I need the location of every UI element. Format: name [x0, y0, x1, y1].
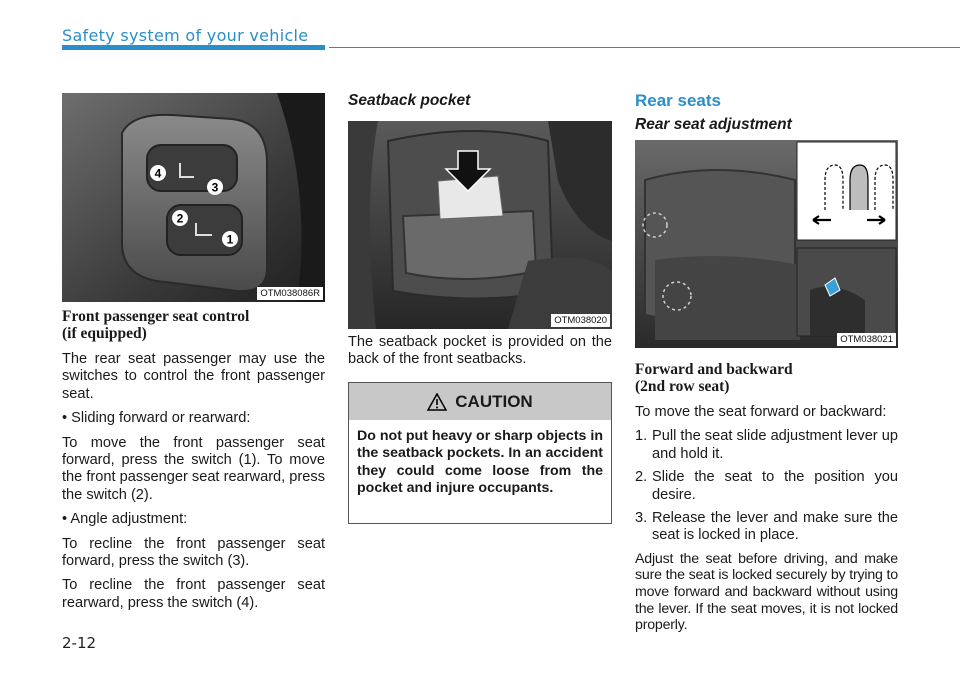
bullet-sliding: • Sliding forward or rearward: — [62, 410, 251, 427]
seatback-pocket-paragraph: The seatback pocket is provided on the back of the front seatbacks. — [348, 334, 612, 368]
step-text: Release the lever and make sure the seat is locked in place. — [652, 510, 898, 544]
caution-box — [348, 382, 612, 524]
callout-4: 4 — [154, 166, 162, 181]
middle-column-body — [348, 334, 612, 376]
rear-note-paragraph: Adjust the seat before driving, and make sure the seat is locked securely by trying to move forward and backward without using the lever. If the seat moves, it is not locked properly. — [635, 550, 898, 634]
callout-2: 2 — [176, 211, 184, 226]
heading-line-1: Front passenger seat control — [62, 308, 250, 325]
seatback-pocket-figure — [348, 121, 612, 329]
section-title: Safety system of your vehicle — [62, 26, 309, 45]
step-number: 3. — [635, 510, 648, 527]
middle-column-heading — [348, 92, 612, 109]
callout-badge-3 — [207, 179, 223, 195]
warning-triangle-icon — [427, 393, 447, 411]
heading-line-2: (if equipped) — [62, 325, 147, 342]
step-item — [635, 428, 898, 463]
sliding-paragraph: To move the front passenger seat forward, press the switch (1). To move the front passenger seat rearward, press the switch (2). — [62, 434, 325, 503]
caution-text: Do not put heavy or sharp objects in the seatback pockets. In an accident they could come loose from the pocket and injure occupants. — [357, 428, 604, 497]
rear-seat-adjustment-heading: Rear seat adjustment — [635, 116, 792, 134]
header-accent-bar — [62, 45, 325, 50]
intro-paragraph: The rear seat passenger may use the switches to control the front passenger seat. — [62, 351, 325, 402]
header-rule — [329, 47, 960, 48]
seatback-pocket-heading: Seatback pocket — [348, 92, 471, 109]
step-item — [635, 469, 898, 504]
angle-paragraph-2: To recline the front passenger seat rearward, press the switch (4). — [62, 577, 325, 611]
caution-header — [349, 383, 611, 420]
sub2-line-1: Forward and backward — [635, 361, 793, 378]
callout-badge-1 — [222, 231, 238, 247]
front-seat-switch-figure — [62, 93, 325, 302]
angle-paragraph-1: To recline the front passenger seat forward, press the switch (3). — [62, 535, 325, 570]
forward-backward-heading — [635, 361, 898, 395]
right-column-body — [635, 361, 898, 641]
seatback-pocket-illustration — [348, 121, 612, 329]
step-number: 2. — [635, 469, 648, 486]
callout-badge-4 — [150, 165, 166, 181]
callout-1: 1 — [226, 232, 234, 247]
right-column-heading — [635, 92, 898, 134]
figure-code: OTM038021 — [837, 333, 896, 346]
step-text: Slide the seat to the position you desire. — [652, 469, 898, 503]
bullet-angle: • Angle adjustment: — [62, 511, 188, 528]
callout-3: 3 — [211, 180, 219, 195]
sub2-line-2: (2nd row seat) — [635, 378, 730, 395]
step-item — [635, 510, 898, 545]
step-text: Pull the seat slide adjustment lever up and hold it. — [652, 428, 898, 462]
seat-diagram-inset — [797, 142, 896, 240]
figure-code: OTM038020 — [551, 314, 610, 327]
left-column — [62, 308, 325, 619]
caution-title: CAUTION — [455, 391, 533, 411]
rear-intro-paragraph: To move the seat forward or backward: — [635, 404, 887, 420]
front-passenger-heading — [62, 308, 325, 342]
step-number: 1. — [635, 428, 648, 445]
switch-illustration — [62, 93, 325, 302]
figure-code: OTM038086R — [257, 287, 323, 300]
page-number: 2-12 — [62, 634, 97, 652]
rear-seats-heading: Rear seats — [635, 91, 722, 110]
rear-seat-illustration — [635, 140, 898, 348]
rear-seat-figure — [635, 140, 898, 348]
callout-badge-2 — [172, 210, 188, 226]
